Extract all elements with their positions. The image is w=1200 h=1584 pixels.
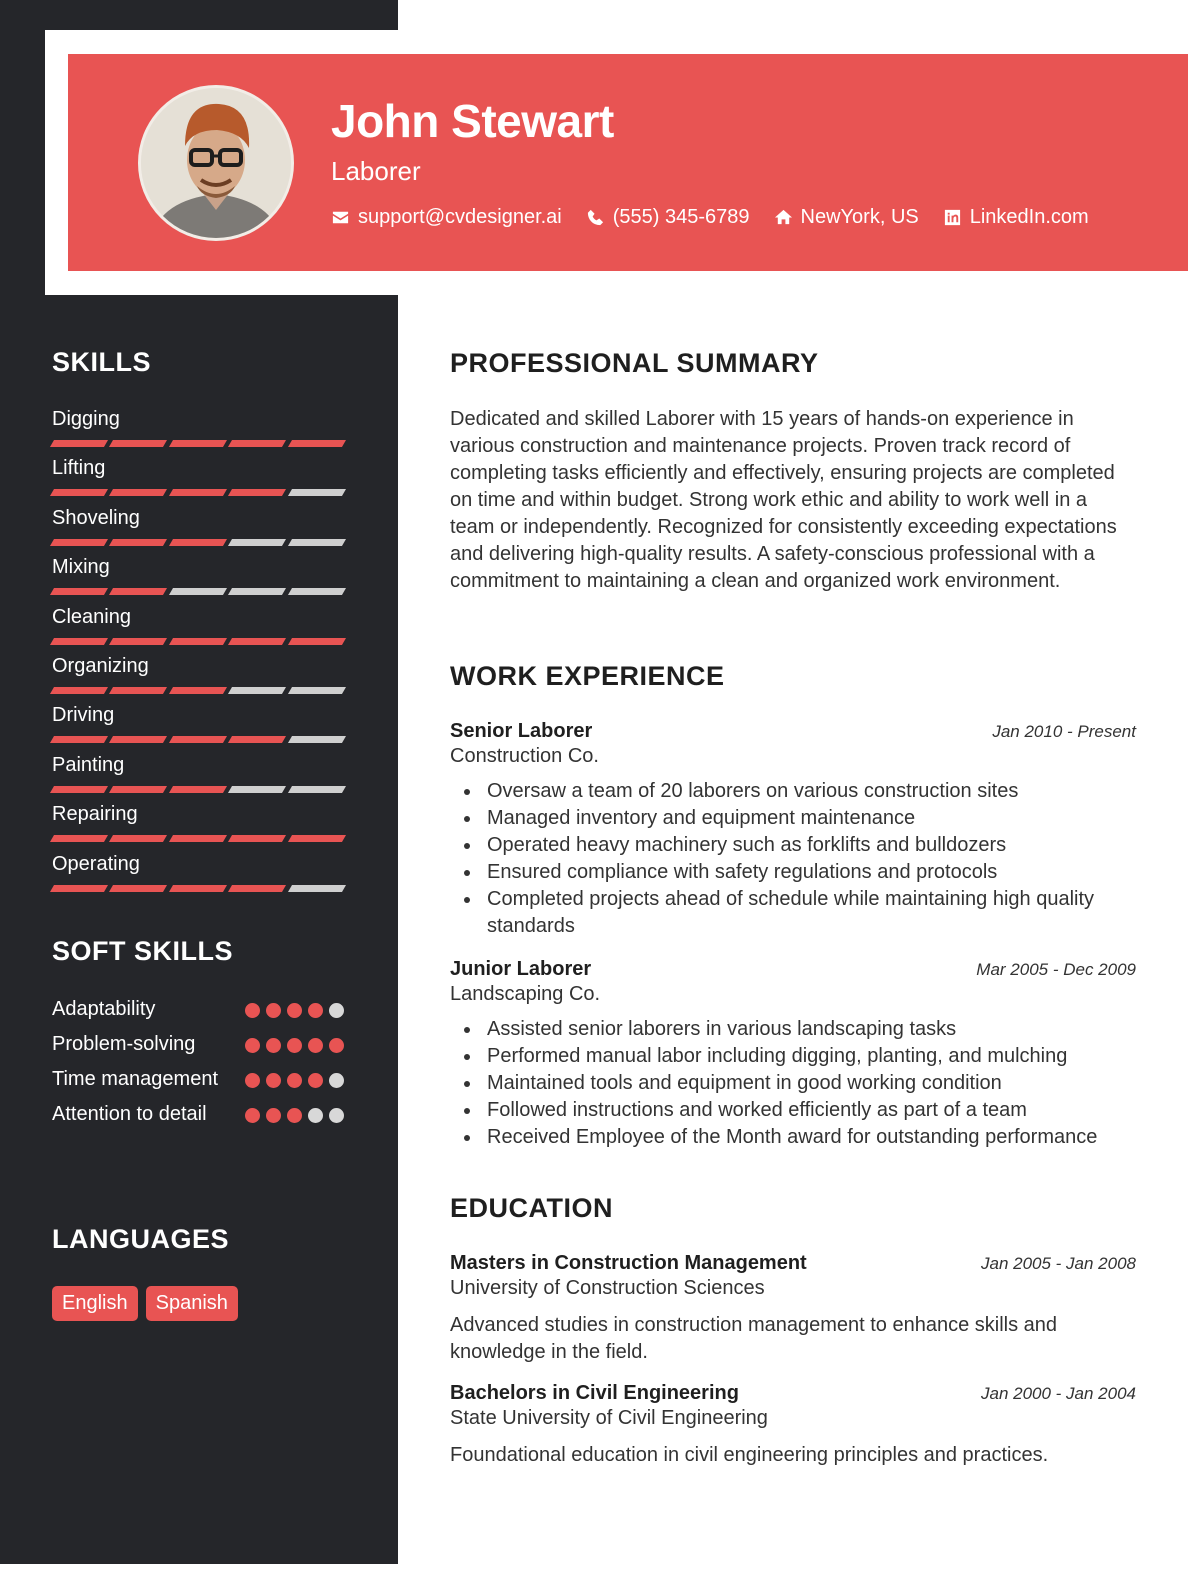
job-header (450, 958, 1136, 981)
level-segment (228, 835, 286, 842)
job-entry (450, 720, 1136, 940)
rating-dot (266, 1003, 281, 1018)
level-segment (50, 539, 108, 546)
education-header (450, 1382, 1136, 1405)
rating-dot (287, 1038, 302, 1053)
header-banner (68, 54, 1188, 271)
level-segment (288, 440, 346, 447)
skill-item (52, 801, 344, 850)
soft-skill-rating (245, 1031, 344, 1053)
soft-skill-label: Problem-solving (52, 1033, 196, 1055)
education-dates: Jan 2000 - Jan 2004 (980, 1384, 1136, 1403)
education-degree: Masters in Construction Management (450, 1252, 807, 1274)
skill-label: Operating (52, 852, 140, 875)
level-segment (109, 588, 167, 595)
rating-dot (308, 1073, 323, 1088)
job-header (450, 720, 1136, 743)
level-segment (109, 687, 167, 694)
level-segment (228, 687, 286, 694)
level-segment (50, 736, 108, 743)
job-bullet: Completed projects ahead of schedule while maintaining high quality standards (450, 886, 1136, 940)
job-company: Landscaping Co. (450, 983, 601, 1005)
rating-dot (329, 1073, 344, 1088)
level-segment (228, 489, 286, 496)
contact-email[interactable] (331, 206, 562, 229)
level-segment (169, 440, 227, 447)
job-entry (450, 958, 1136, 1151)
education-degree: Bachelors in Civil Engineering (450, 1382, 739, 1404)
level-segment (109, 786, 167, 793)
summary-heading: PROFESSIONAL SUMMARY (450, 348, 819, 378)
contact-linkedin-text: LinkedIn.com (969, 206, 1089, 228)
job-bullets (450, 778, 1136, 940)
skill-label: Repairing (52, 803, 138, 826)
job-position: Junior Laborer (450, 958, 592, 980)
contact-location (774, 206, 919, 229)
level-segment (288, 885, 346, 892)
job-bullet: Followed instructions and worked efficiently as part of a team (450, 1097, 1136, 1124)
skill-label: Digging (52, 408, 120, 430)
contact-list (331, 206, 1089, 229)
rating-dot (245, 1073, 260, 1088)
skill-item (52, 752, 344, 801)
level-segment (288, 687, 346, 694)
skill-level-bar (52, 539, 344, 546)
level-segment (169, 835, 227, 842)
contact-email-text: support@cvdesigner.ai (358, 206, 562, 228)
job-company: Construction Co. (450, 745, 599, 767)
soft-skill-item (52, 1101, 344, 1128)
skills-list (52, 406, 344, 900)
skill-item (52, 505, 344, 554)
skill-item (52, 851, 344, 900)
rating-dot (245, 1108, 260, 1123)
level-segment (50, 885, 108, 892)
job-bullet: Managed inventory and equipment maintenance (450, 805, 1136, 832)
job-bullet: Ensured compliance with safety regulations and protocols (450, 859, 1136, 886)
job-position: Senior Laborer (450, 720, 593, 742)
level-segment (50, 588, 108, 595)
level-segment (50, 786, 108, 793)
level-segment (50, 440, 108, 447)
rating-dot (308, 1003, 323, 1018)
skill-label: Cleaning (52, 605, 131, 628)
level-segment (228, 736, 286, 743)
level-segment (109, 489, 167, 496)
education-entry (450, 1382, 1136, 1469)
soft-skill-item (52, 1066, 344, 1093)
level-segment (109, 638, 167, 645)
languages-heading: LANGUAGES (52, 1224, 230, 1254)
education-school: University of Construction Sciences (450, 1277, 765, 1299)
level-segment (228, 588, 286, 595)
experience-heading: WORK EXPERIENCE (450, 661, 725, 691)
soft-skill-label: Time management (52, 1068, 218, 1090)
level-segment (109, 539, 167, 546)
level-segment (288, 835, 346, 842)
level-segment (109, 835, 167, 842)
level-segment (169, 489, 227, 496)
education-school: State University of Civil Engineering (450, 1407, 768, 1429)
education-entry (450, 1252, 1136, 1366)
languages-list (52, 1286, 238, 1321)
rating-dot (266, 1038, 281, 1053)
education-description: Advanced studies in construction management to enhance skills and knowledge in the field. (450, 1314, 1058, 1363)
job-bullet: Assisted senior laborers in various landscaping tasks (450, 1016, 1136, 1043)
skill-item (52, 455, 344, 504)
rating-dot (287, 1003, 302, 1018)
language-tag: English (52, 1286, 138, 1321)
candidate-name: John Stewart (331, 95, 614, 147)
rating-dot (287, 1073, 302, 1088)
profile-photo (141, 88, 291, 238)
skill-level-bar (52, 736, 344, 743)
skill-item (52, 653, 344, 702)
skill-label: Organizing (52, 654, 149, 677)
skill-level-bar (52, 588, 344, 595)
skill-label: Painting (52, 753, 125, 776)
rating-dot (308, 1108, 323, 1123)
job-bullet: Oversaw a team of 20 laborers on various construction sites (450, 778, 1136, 805)
skill-level-bar (52, 440, 344, 447)
level-segment (228, 786, 286, 793)
skill-label: Lifting (52, 457, 106, 480)
phone-icon (586, 208, 605, 227)
level-segment (228, 638, 286, 645)
skill-level-bar (52, 687, 344, 694)
rating-dot (329, 1003, 344, 1018)
rating-dot (287, 1108, 302, 1123)
level-segment (288, 539, 346, 546)
skill-level-bar (52, 835, 344, 842)
level-segment (228, 885, 286, 892)
soft-skill-label: Attention to detail (52, 1103, 207, 1125)
soft-skills-list (52, 996, 344, 1128)
rating-dot (266, 1108, 281, 1123)
envelope-icon (331, 208, 350, 227)
skill-level-bar (52, 638, 344, 645)
summary-text: Dedicated and skilled Laborer with 15 years of hands-on experience in various construction and maintenance projects. Proven track record of completing tasks efficiently and effectively, ensuring projects are completed on time and within budget. Strong work ethic and ability to work well in a team or independently. Recognized for consistently exceeding expectations and delivering high-quality results. A safety-conscious professional with a commitment to maintaining a clean and organized work environment. (450, 408, 1117, 592)
job-bullet: Received Employee of the Month award for outstanding performance (450, 1124, 1136, 1151)
level-segment (288, 489, 346, 496)
soft-skill-rating (245, 1101, 344, 1123)
soft-skill-rating (245, 996, 344, 1018)
language-tag: Spanish (146, 1286, 238, 1321)
level-segment (50, 489, 108, 496)
education-heading: EDUCATION (450, 1193, 613, 1223)
level-segment (169, 638, 227, 645)
candidate-role: Laborer (331, 156, 421, 186)
contact-location-text: NewYork, US (800, 206, 919, 228)
education-header (450, 1252, 1136, 1275)
job-bullets (450, 1016, 1136, 1151)
level-segment (50, 687, 108, 694)
skill-label: Driving (52, 704, 115, 727)
skills-heading: SKILLS (52, 347, 152, 377)
level-segment (288, 736, 346, 743)
skill-item (52, 406, 344, 455)
rating-dot (329, 1108, 344, 1123)
job-bullet: Operated heavy machinery such as forklifts and bulldozers (450, 832, 1136, 859)
soft-skill-item (52, 996, 344, 1023)
rating-dot (266, 1073, 281, 1088)
soft-skills-heading: SOFT SKILLS (52, 936, 233, 966)
level-segment (169, 736, 227, 743)
level-segment (169, 885, 227, 892)
soft-skill-rating (245, 1066, 344, 1088)
linkedin-icon (943, 208, 962, 227)
skill-item (52, 604, 344, 653)
job-bullet: Maintained tools and equipment in good working condition (450, 1070, 1136, 1097)
soft-skill-label: Adaptability (52, 998, 156, 1020)
contact-linkedin[interactable] (943, 206, 1089, 229)
job-dates: Jan 2010 - Present (992, 722, 1136, 741)
level-segment (109, 440, 167, 447)
level-segment (169, 588, 227, 595)
skill-level-bar (52, 786, 344, 793)
soft-skill-item (52, 1031, 344, 1058)
level-segment (288, 638, 346, 645)
skill-level-bar (52, 885, 344, 892)
skill-level-bar (52, 489, 344, 496)
skill-label: Mixing (52, 556, 110, 579)
avatar (138, 85, 294, 241)
level-segment (228, 440, 286, 447)
contact-phone[interactable] (586, 206, 750, 229)
level-segment (288, 786, 346, 793)
level-segment (169, 539, 227, 546)
skill-item (52, 702, 344, 751)
level-segment (50, 638, 108, 645)
skill-label: Shoveling (52, 506, 140, 529)
rating-dot (245, 1003, 260, 1018)
level-segment (228, 539, 286, 546)
level-segment (169, 687, 227, 694)
level-segment (109, 885, 167, 892)
level-segment (169, 786, 227, 793)
level-segment (109, 736, 167, 743)
home-icon (774, 208, 793, 227)
education-description: Foundational education in civil engineering principles and practices. (450, 1444, 1049, 1466)
level-segment (288, 588, 346, 595)
contact-phone-text: (555) 345-6789 (612, 206, 750, 228)
education-dates: Jan 2005 - Jan 2008 (980, 1254, 1136, 1273)
job-dates: Mar 2005 - Dec 2009 (976, 960, 1136, 979)
skill-item (52, 554, 344, 603)
level-segment (50, 835, 108, 842)
rating-dot (308, 1038, 323, 1053)
rating-dot (329, 1038, 344, 1053)
job-bullet: Performed manual labor including digging, planting, and mulching (450, 1043, 1136, 1070)
rating-dot (245, 1038, 260, 1053)
